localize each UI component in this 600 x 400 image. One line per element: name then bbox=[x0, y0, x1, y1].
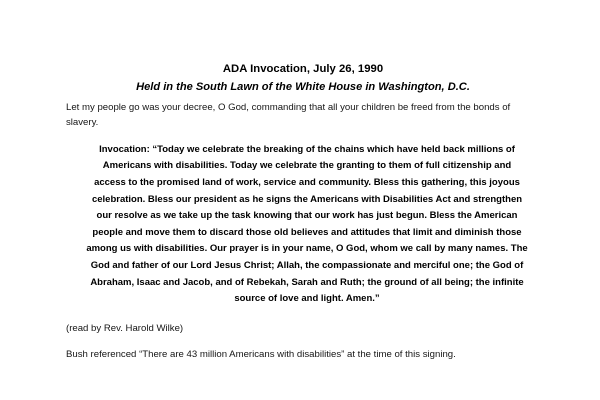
page-subtitle: Held in the South Lawn of the White House in Washington, D.C. bbox=[136, 81, 470, 93]
attribution-line: (read by Rev. Harold Wilke) bbox=[66, 322, 184, 334]
page-title: ADA Invocation, July 26, 1990 bbox=[222, 63, 384, 75]
intro-paragraph: Let my people go was your decree, O God, commanding that all your children be freed from the bonds of slavery. bbox=[66, 102, 511, 129]
closing-notes bbox=[66, 321, 540, 363]
invocation-quote-block: Invocation: “Today we celebrate the breaking of the chains which have held back millions of Americans with disabilities. Today we celebrate the granting to them of full citizenship and access to the promised land of work, service and community. Bless this gathering, this joyous celebration. Bless our president as he signs the Americans with Disabilities Act and strengthen our resolve as we take up the task knowing that our work has just begun. Bless the American people and move them to discard those old believes and attitudes that limit and diminish those among us with disabilities. Our prayer is in your name, O God, whom we call by many names. The God and father of our Lord Jesus Christ; Allah, the compassionate and merciful one; the God of Abraham, Isaac and Jacob, and of Rebekah, Sarah and Ruth; the ground of all being; the infinite source of love and light. Amen.” bbox=[86, 143, 528, 305]
footnote-line: Bush referenced “There are 43 million Americans with disabilities” at the time of this signing. bbox=[66, 349, 456, 361]
